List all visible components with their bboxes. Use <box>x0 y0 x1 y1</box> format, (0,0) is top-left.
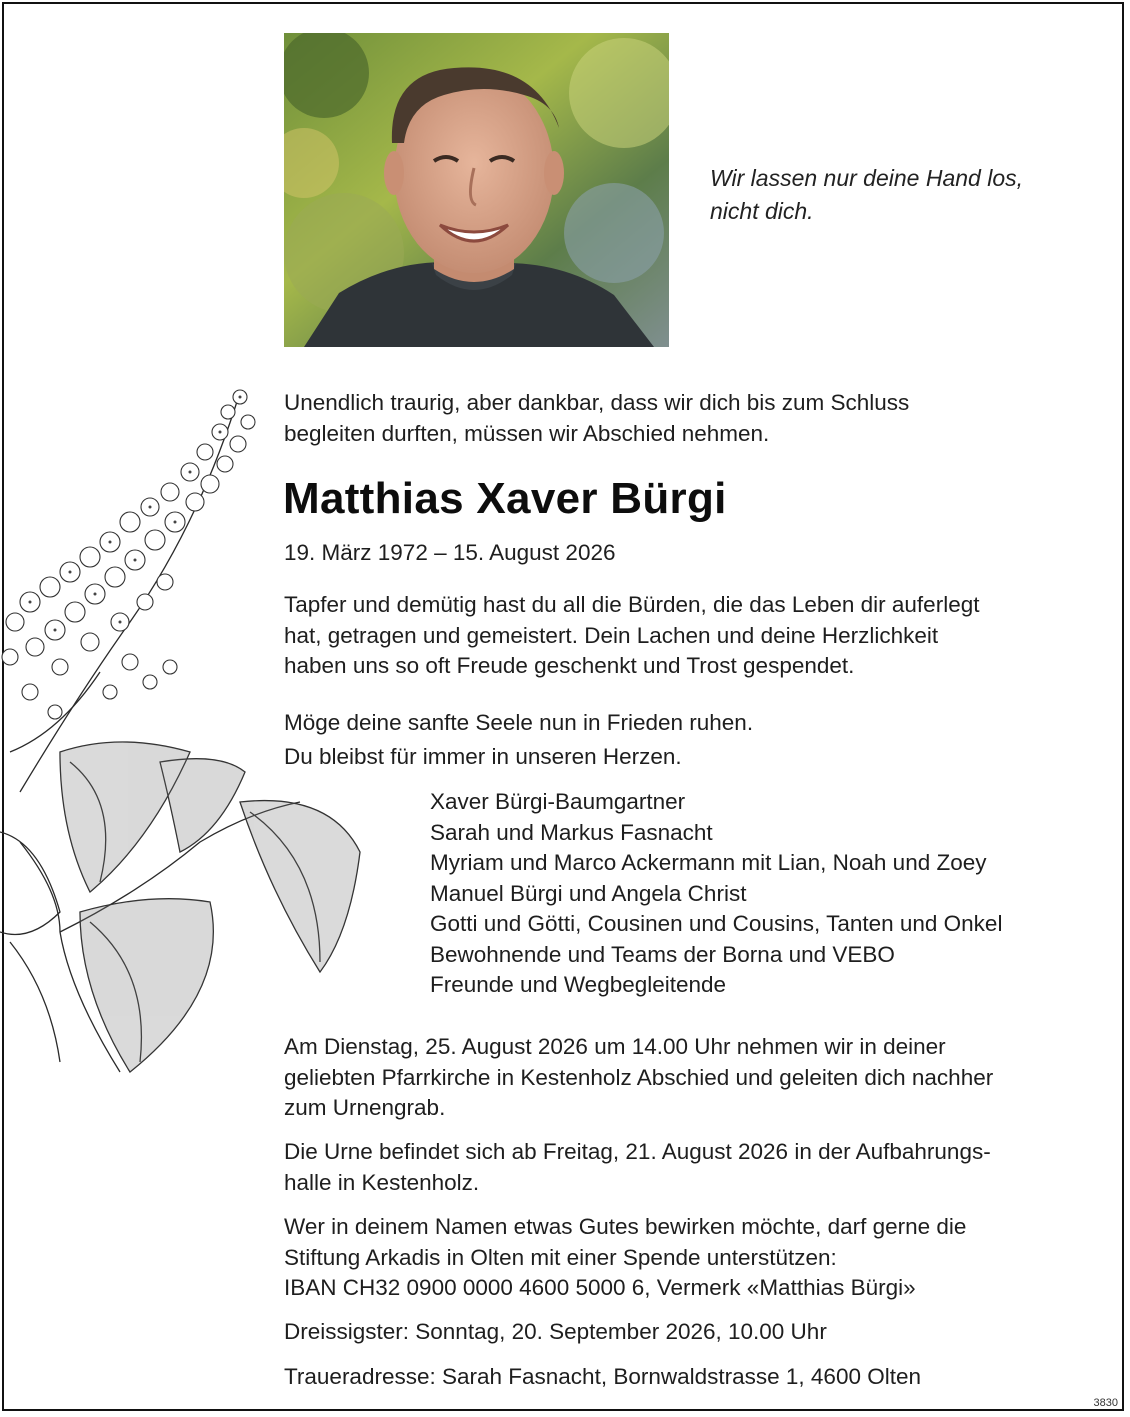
farewell-line-1: Möge deine sanfte Seele nun in Frieden ruhen. <box>284 710 754 735</box>
mourner-item: Myriam und Marco Ackermann mit Lian, Noah und Zoey <box>430 850 987 875</box>
address-text: Traueradresse: Sarah Fasnacht, Bornwaldstrasse 1, 4600 Olten <box>284 1364 921 1389</box>
urn-line-1: Die Urne befindet sich ab Freitag, 21. August 2026 in der Aufbahrungs- <box>284 1139 991 1164</box>
ceremony-line-1: Am Dienstag, 25. August 2026 um 14.00 Uhr nehmen wir in deiner <box>284 1034 946 1059</box>
donation-text <box>284 1212 966 1304</box>
ad-reference-number: 3830 <box>1093 1397 1118 1409</box>
mourner-item: Sarah und Markus Fasnacht <box>430 819 713 845</box>
tribute-text <box>284 590 979 682</box>
mourner-item: Manuel Bürgi und Angela Christ <box>430 880 747 906</box>
mourner-item: Xaver Bürgi-Baumgartner <box>430 789 686 814</box>
thirtieth-day-mass <box>284 1317 827 1348</box>
portrait-photo <box>284 33 669 347</box>
tribute-line-2: hat, getragen und gemeistert. Dein Lachen und deine Herzlichkeit <box>284 622 939 648</box>
mourner-item: Gotti und Götti, Cousinen und Cousins, Tanten und Onkel <box>430 911 1003 936</box>
intro-text <box>284 388 909 449</box>
ceremony-line-2: geliebten Pfarrkirche in Kestenholz Abschied und geleiten dich nachher <box>284 1064 994 1090</box>
ceremony-line-3: zum Urnengrab. <box>284 1095 446 1120</box>
tribute-line-1: Tapfer und demütig hast du all die Bürden, die das Leben dir auferlegt <box>284 592 980 617</box>
tribute-line-3: haben uns so oft Freude geschenkt und Trost gespendet. <box>284 653 855 678</box>
intro-line-2: begleiten durften, müssen wir Abschied nehmen. <box>284 420 770 446</box>
mourning-address <box>284 1362 921 1393</box>
ceremony-text <box>284 1032 993 1124</box>
life-dates <box>284 538 616 569</box>
mourners-list <box>430 787 1002 1001</box>
donation-line-1: Wer in deinem Namen etwas Gutes bewirken möchte, darf gerne die <box>284 1214 967 1239</box>
mourner-item: Freunde und Wegbegleitende <box>430 972 727 997</box>
farewell-text <box>284 706 753 774</box>
thirtieth-text: Dreissigster: Sonntag, 20. September 2026, 10.00 Uhr <box>284 1319 827 1344</box>
quote-line-2: nicht dich. <box>710 198 814 224</box>
quote-line-1: Wir lassen nur deine Hand los, <box>710 165 1024 191</box>
life-dates-text: 19. März 1972 – 15. August 2026 <box>284 540 616 565</box>
urn-line-2: halle in Kestenholz. <box>284 1169 480 1195</box>
donation-line-3: IBAN CH32 0900 0000 4600 5000 6, Vermerk «Matthias Bürgi» <box>284 1275 916 1300</box>
farewell-line-2: Du bleibst für immer in unseren Herzen. <box>284 744 682 769</box>
quote <box>710 162 1100 228</box>
donation-line-2: Stiftung Arkadis in Olten mit einer Spende unterstützen: <box>284 1244 837 1270</box>
deceased-name: Matthias Xaver Bürgi <box>283 474 727 523</box>
urn-text <box>284 1137 991 1198</box>
intro-line-1: Unendlich traurig, aber dankbar, dass wir dich bis zum Schluss <box>284 390 910 415</box>
mourner-item: Bewohnende und Teams der Borna und VEBO <box>430 941 895 967</box>
